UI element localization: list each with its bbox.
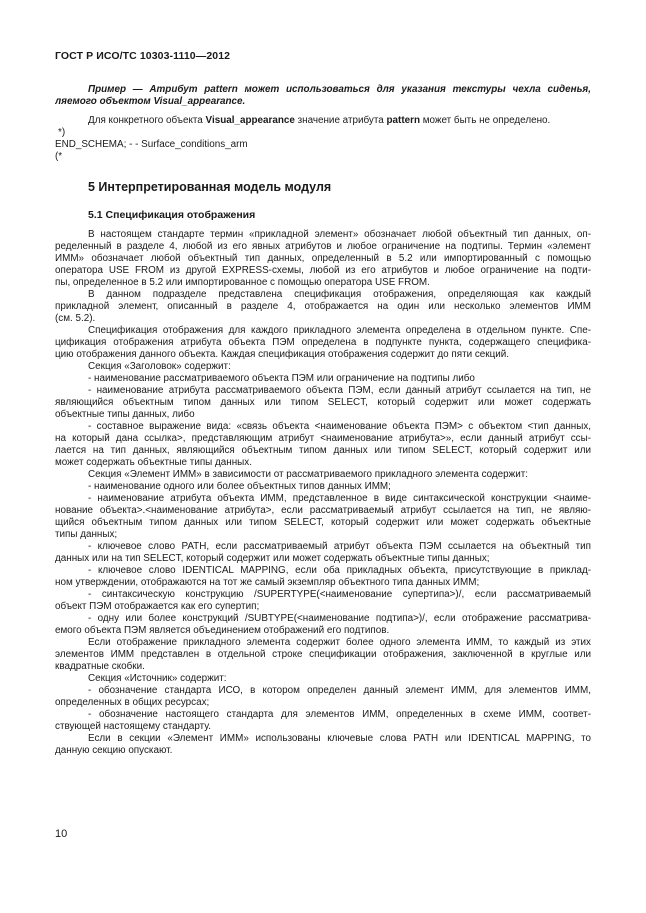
body-line: - наименование атрибута рассматриваемого объекта ПЭМ, если данный атрибут ссылается на тип, не <box>88 385 591 396</box>
body-line: может содержать объектные типы данных. <box>55 457 252 468</box>
document-header: ГОСТ Р ИСО/ТС 10303-1110—2012 <box>55 50 231 62</box>
body-line: лается на тип данных, являющийся объектным типом данных или типом SELECT, который содержит или <box>55 445 591 456</box>
body-line: - наименование рассматриваемого объекта ПЭМ или ограничение на подтипы либо <box>88 373 475 384</box>
body-line: Секция «Источник» содержит: <box>88 673 227 684</box>
body-line: цификация отображения атрибута объекта ПЭМ определена в подпункте пункта, содержащего специфика- <box>55 337 591 348</box>
body-line: ствующей настоящему стандарту. <box>55 721 211 732</box>
body-line: В данном подразделе представлена спецификация отображения, определяющая как каждый <box>88 289 591 300</box>
body-line: элементов ИММ представлен в отдельной строке спецификации отображения, заключенной в круглые или <box>55 649 591 660</box>
body-line: нование объекта>.<наименование атрибута>, если рассматриваемый атрибут ссылается на тип, не являю- <box>55 505 591 516</box>
body-line: данную секцию опускают. <box>55 745 173 756</box>
body-line: - синтаксическую конструкцию /SUPERTYPE(<наименование супертипа>)/, если рассматриваемый <box>88 589 591 600</box>
body-line: Секция «Элемент ИММ» в зависимости от рассматриваемого прикладного элемента содержит: <box>88 469 529 480</box>
body-line: объектные типы данных, либо <box>55 409 195 420</box>
body-line: - одну или более конструкций /SUBTYPE(<наименование подтипа>)/, если отображение рассматрива- <box>88 613 591 624</box>
body-line: объект ПЭМ отображается как его супертип; <box>55 601 260 612</box>
body-line: квадратные скобки. <box>55 661 145 672</box>
body-line: - составное выражение вида: «связь объекта <наименование объекта ПЭМ> с объектом <тип данных, <box>88 421 591 432</box>
body-line: Секция «Заголовок» содержит: <box>88 361 231 372</box>
body-line: Если отображение прикладного элемента содержит более одного элемента ИММ, то каждый из этих <box>88 637 591 648</box>
entity-name: Visual_appearance <box>205 115 295 126</box>
body-line: щийся объектным типом данных или типом SELECT, который содержит или может содержать объектные <box>55 517 591 528</box>
page-number: 10 <box>55 828 68 840</box>
body-line: типы данных; <box>55 529 118 540</box>
body-line: - обозначение стандарта ИСО, в котором определен данный элемент ИММ, для элементов ИММ, <box>88 685 591 696</box>
body-line: пы, определенное в 5.2 или импортированное с помощью оператора USE FROM. <box>55 277 430 288</box>
body-line: Спецификация отображения для каждого прикладного элемента определена в отдельном пункте. Спе- <box>88 325 591 336</box>
example-line: Пример — Атрибут pattern может использоваться для указания текстуры чехла сиденья, <box>88 84 591 95</box>
section-heading: 5 Интерпретированная модель модуля <box>88 180 332 194</box>
example-line: ляемого объектом Visual_appearance. <box>55 96 246 107</box>
body-line: прикладной элемент, описанный в разделе 4, отображается на один или несколько элементов ИММ <box>55 301 591 312</box>
body-line: являющийся объектным типом данных или типом SELECT, который содержит или может содержать <box>55 397 591 408</box>
code-line: END_SCHEMA; - - Surface_conditions_arm <box>55 139 248 150</box>
body-line: данных или на тип SELECT, который содержит или может содержать объектные типы данных; <box>55 553 490 564</box>
body-line: оператора USE FROM из другой EXPRESS-схемы, любой из его атрибутов и любое ограничение на подти- <box>55 265 591 276</box>
body-line: Если в секции «Элемент ИММ» использованы ключевые слова PATH или IDENTICAL MAPPING, то <box>88 733 591 744</box>
body-line: на который дана ссылка>, представляющим атрибут <наименование атрибута>», если данный атрибут ссы- <box>55 433 591 444</box>
attribute-name: pattern <box>386 115 420 126</box>
body-line: ИММ» обозначает любой объектный тип данных, определенный в 5.2 или импортированный с помощью <box>55 253 591 264</box>
body-line: - ключевое слово PATH, если рассматриваемый атрибут объекта ПЭМ ссылается на объектный тип <box>88 541 591 552</box>
body-line: - ключевое слово IDENTICAL MAPPING, если оба прикладных объекта, присутствующие в приклад- <box>88 565 591 576</box>
body-line: ном утверждении, отображаются на тот же самый экземпляр объектного типа данных ИММ; <box>55 577 480 588</box>
body-line: цию отображения данного объекта. Каждая спецификация отображения содержит до пяти секций. <box>55 349 510 360</box>
body-line: - обозначение настоящего стандарта для элементов ИММ, определенных в схеме ИММ, соответ- <box>88 709 591 720</box>
body-line: емого объекта ПЭМ является объединением отображений его подтипов. <box>55 625 390 636</box>
body-line: - наименование атрибута объекта ИММ, представленное в виде синтаксической конструкции <наиме- <box>88 493 591 504</box>
code-line: (* <box>55 151 63 162</box>
body-line: ределенный в разделе 4, любой из его явных атрибутов и любое ограничение на подтипы. Термин «элемент <box>55 241 591 252</box>
subsection-heading: 5.1 Спецификация отображения <box>88 209 256 221</box>
body-line: В настоящем стандарте термин «прикладной элемент» обозначает любой объектный тип данных, оп- <box>88 229 591 240</box>
code-line: *) <box>58 127 66 138</box>
note-line: Для конкретного объекта Visual_appearance значение атрибута pattern может быть не определено. <box>88 115 551 126</box>
body-line: (см. 5.2). <box>55 313 96 324</box>
body-line: определенных в общих ресурсах; <box>55 697 210 708</box>
body-line: - наименование одного или более объектных типов данных ИММ; <box>88 481 391 492</box>
